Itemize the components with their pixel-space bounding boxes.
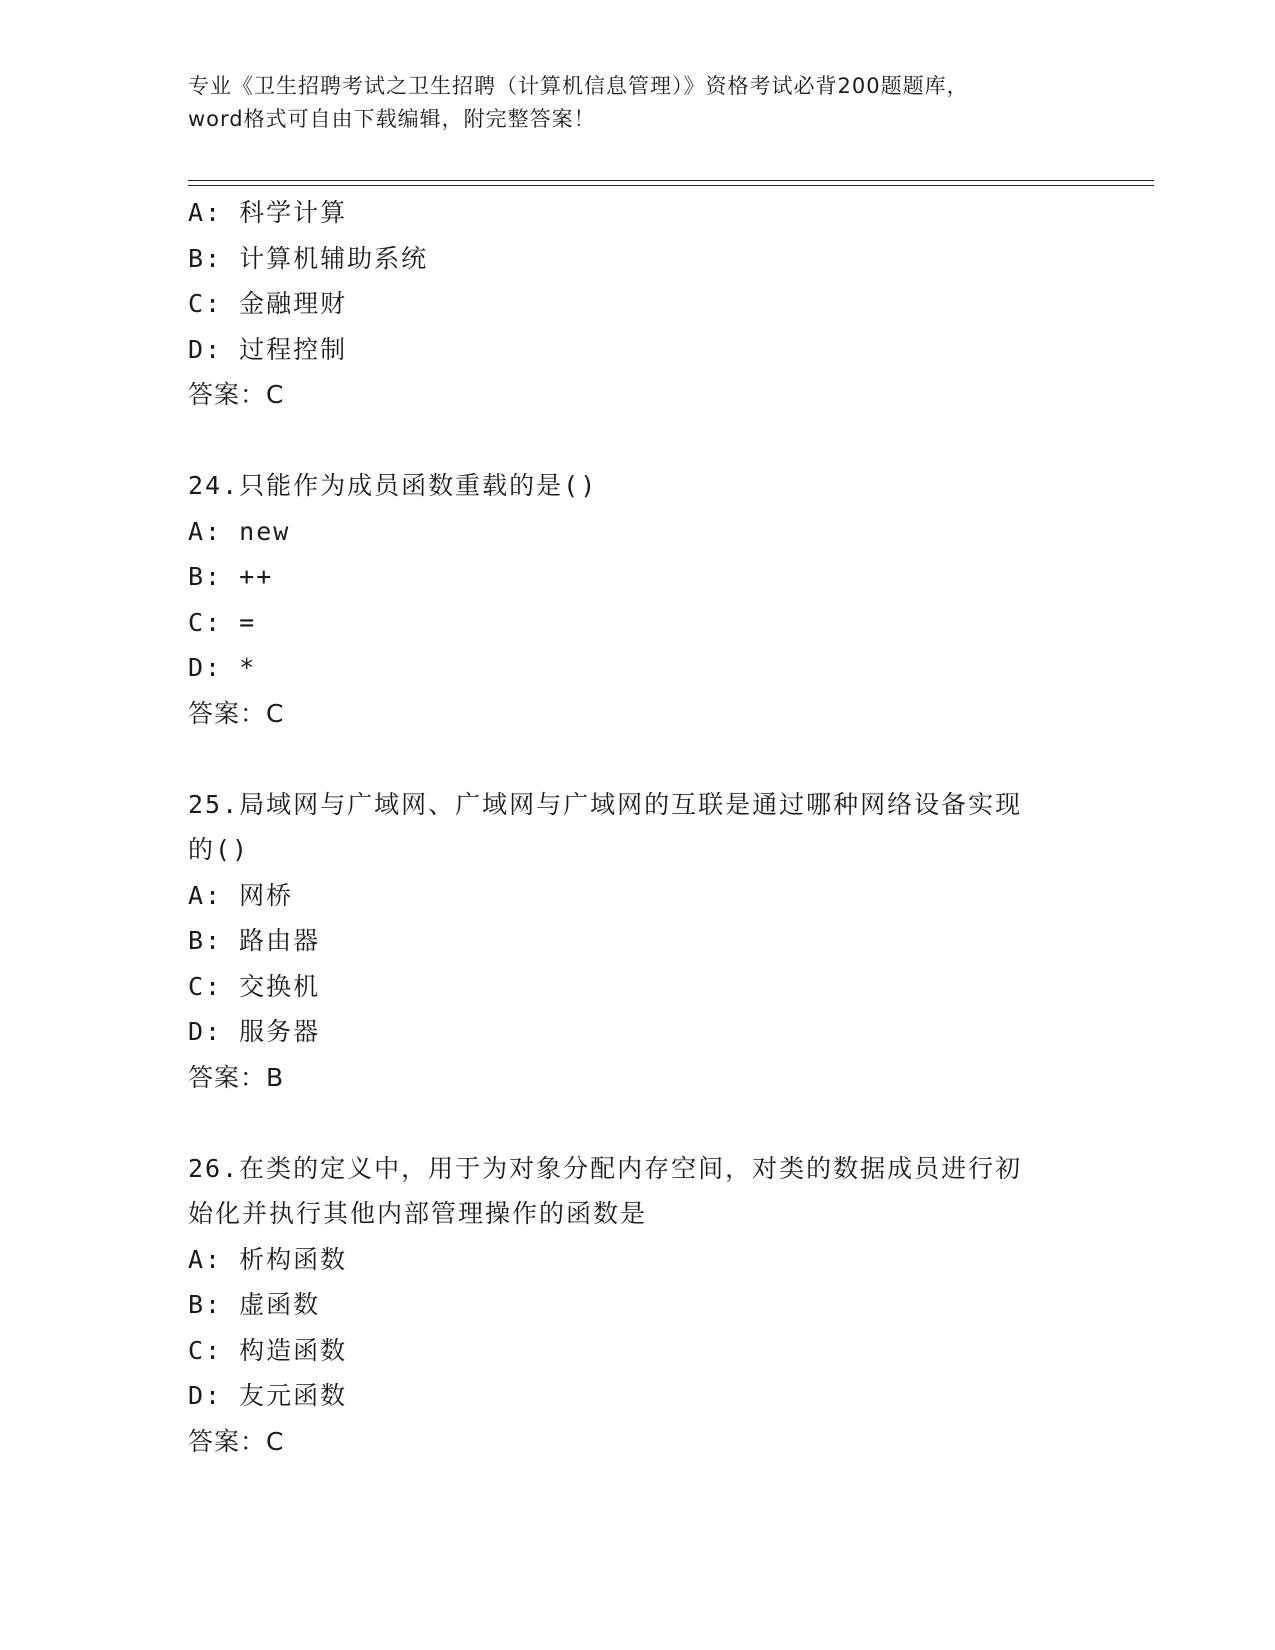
- header-divider-bottom: [188, 185, 1154, 186]
- question-stem-line-1: 26.在类的定义中，用于为对象分配内存空间，对类的数据成员进行初: [188, 1153, 1023, 1183]
- question-26: [188, 1146, 1088, 1465]
- answer-line: 答案：B: [188, 1062, 285, 1092]
- option-b: B: 虚函数: [188, 1290, 321, 1319]
- document-header: [188, 70, 1088, 136]
- option-c: C: 构造函数: [188, 1335, 348, 1365]
- header-line-2: word格式可自由下载编辑，附完整答案！: [188, 107, 596, 131]
- question-stem-line-2: 的(): [188, 835, 250, 864]
- option-c: C: =: [188, 607, 257, 637]
- option-a: A: 析构函数: [188, 1244, 348, 1274]
- option-d: D: 服务器: [188, 1017, 321, 1046]
- option-b: B: 路由器: [188, 926, 321, 955]
- spacer: [188, 418, 1088, 464]
- option-d: D: 过程控制: [188, 334, 348, 364]
- question-23: [188, 190, 1088, 418]
- question-25: [188, 782, 1088, 1101]
- header-divider-top: [188, 180, 1154, 181]
- question-stem-line-1: 25.局域网与广域网、广域网与广域网的互联是通过哪种网络设备实现: [188, 789, 1023, 819]
- spacer: [188, 1100, 1088, 1146]
- answer-line: 答案：C: [188, 1426, 285, 1456]
- answer-line: 答案：C: [188, 698, 285, 728]
- option-d: D: *: [188, 653, 257, 682]
- option-a: A: 网桥: [188, 880, 294, 910]
- question-stem-line-2: 始化并执行其他内部管理操作的函数是: [188, 1199, 648, 1228]
- question-list: [188, 190, 1088, 1464]
- option-d: D: 友元函数: [188, 1381, 348, 1410]
- option-c: C: 交换机: [188, 971, 321, 1001]
- spacer: [188, 736, 1088, 782]
- header-line-1: 专业《卫生招聘考试之卫生招聘（计算机信息管理）》资格考试必背200题题库，: [188, 74, 969, 98]
- option-c: C: 金融理财: [188, 289, 348, 318]
- question-24: [188, 463, 1088, 736]
- answer-line: 答案：C: [188, 380, 285, 409]
- option-a: A: 科学计算: [188, 198, 348, 227]
- option-b: B: 计算机辅助系统: [188, 243, 429, 273]
- option-a: A: new: [188, 516, 291, 546]
- question-stem: 24.只能作为成员函数重载的是(): [188, 471, 598, 500]
- option-b: B: ++: [188, 562, 274, 591]
